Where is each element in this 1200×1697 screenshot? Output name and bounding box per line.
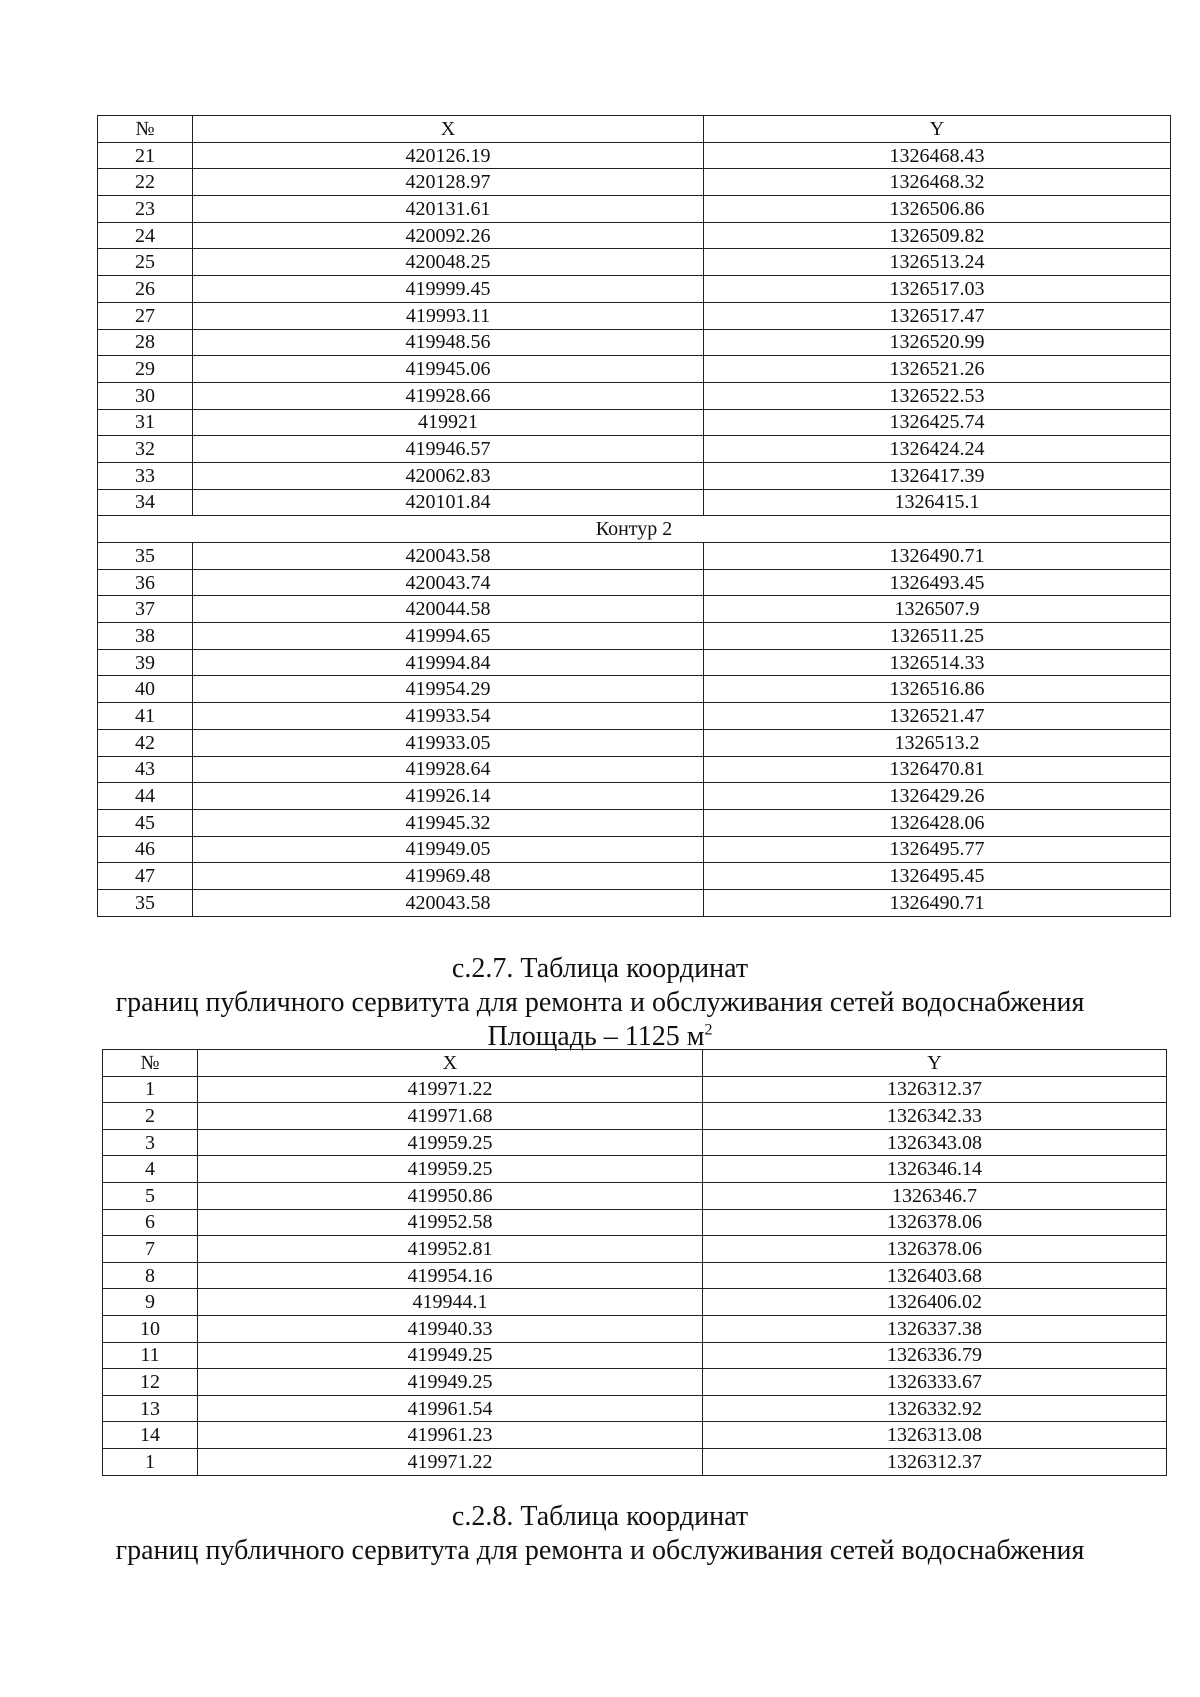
point-number: 30 <box>98 382 193 409</box>
coordinate-x: 420128.97 <box>193 169 704 196</box>
table-row <box>103 1289 1167 1316</box>
table-row <box>103 1236 1167 1263</box>
coordinate-y: 1326337.38 <box>703 1315 1167 1342</box>
coordinate-y: 1326495.45 <box>704 863 1171 890</box>
coordinate-y: 1326417.39 <box>704 462 1171 489</box>
table-row <box>98 756 1171 783</box>
coordinate-x: 419948.56 <box>193 329 704 356</box>
coordinate-x: 419933.05 <box>193 729 704 756</box>
coordinate-x: 420043.74 <box>193 569 704 596</box>
coordinate-x: 420092.26 <box>193 222 704 249</box>
coordinate-x: 419994.65 <box>193 623 704 650</box>
coordinate-x: 419952.81 <box>198 1236 703 1263</box>
table-row <box>103 1342 1167 1369</box>
coordinate-y: 1326346.7 <box>703 1182 1167 1209</box>
point-number: 41 <box>98 703 193 730</box>
coordinate-x: 419926.14 <box>193 783 704 810</box>
table-row <box>98 489 1171 516</box>
coordinate-y: 1326336.79 <box>703 1342 1167 1369</box>
table-row <box>98 623 1171 650</box>
coordinate-y: 1326429.26 <box>704 783 1171 810</box>
table-header-row <box>103 1050 1167 1077</box>
table-row <box>98 249 1171 276</box>
table-row <box>103 1315 1167 1342</box>
coordinate-y: 1326406.02 <box>703 1289 1167 1316</box>
coordinate-y: 1326495.77 <box>704 836 1171 863</box>
coordinate-y: 1326513.24 <box>704 249 1171 276</box>
coordinate-y: 1326468.32 <box>704 169 1171 196</box>
table-row <box>98 329 1171 356</box>
point-number: 4 <box>103 1156 198 1183</box>
table-row <box>98 276 1171 303</box>
point-number: 24 <box>98 222 193 249</box>
table-row <box>103 1076 1167 1103</box>
coordinate-x: 420043.58 <box>193 543 704 570</box>
coordinate-x: 419928.64 <box>193 756 704 783</box>
coordinate-x: 419945.32 <box>193 809 704 836</box>
point-number: 43 <box>98 756 193 783</box>
table-caption-2-7 <box>0 952 1200 1054</box>
point-number: 39 <box>98 649 193 676</box>
table-row <box>98 409 1171 436</box>
table-row <box>103 1262 1167 1289</box>
coordinate-y: 1326511.25 <box>704 623 1171 650</box>
point-number: 3 <box>103 1129 198 1156</box>
table-row <box>98 196 1171 223</box>
table-row <box>103 1448 1167 1475</box>
coordinate-y: 1326521.47 <box>704 703 1171 730</box>
point-number: 47 <box>98 863 193 890</box>
coordinate-y: 1326517.03 <box>704 276 1171 303</box>
coordinate-x: 420044.58 <box>193 596 704 623</box>
coordinate-y: 1326507.9 <box>704 596 1171 623</box>
point-number: 46 <box>98 836 193 863</box>
column-header-x: X <box>198 1050 703 1077</box>
column-header-number: № <box>98 116 193 143</box>
point-number: 2 <box>103 1103 198 1130</box>
caption-subtitle: границ публичного сервитута для ремонта и обслуживания сетей водоснабжения <box>115 1535 1085 1566</box>
point-number: 42 <box>98 729 193 756</box>
coordinate-x: 419954.29 <box>193 676 704 703</box>
coordinate-x: 419945.06 <box>193 356 704 383</box>
coordinate-y: 1326313.08 <box>703 1422 1167 1449</box>
coordinate-x: 420131.61 <box>193 196 704 223</box>
point-number: 34 <box>98 489 193 516</box>
coordinate-y: 1326428.06 <box>704 809 1171 836</box>
coordinate-x: 419959.25 <box>198 1156 703 1183</box>
point-number: 36 <box>98 569 193 596</box>
point-number: 45 <box>98 809 193 836</box>
section-row <box>98 516 1171 543</box>
coordinate-y: 1326490.71 <box>704 543 1171 570</box>
coordinate-y: 1326522.53 <box>704 382 1171 409</box>
point-number: 1 <box>103 1076 198 1103</box>
table-row <box>98 649 1171 676</box>
coordinate-x: 419949.25 <box>198 1369 703 1396</box>
column-header-y: Y <box>703 1050 1167 1077</box>
coordinate-x: 419993.11 <box>193 302 704 329</box>
column-header-number: № <box>103 1050 198 1077</box>
coordinate-x: 419971.68 <box>198 1103 703 1130</box>
table-row <box>103 1103 1167 1130</box>
coordinate-y: 1326333.67 <box>703 1369 1167 1396</box>
coordinate-y: 1326470.81 <box>704 756 1171 783</box>
point-number: 33 <box>98 462 193 489</box>
table-row <box>98 863 1171 890</box>
table-row <box>98 382 1171 409</box>
table-row <box>98 142 1171 169</box>
point-number: 29 <box>98 356 193 383</box>
coordinate-x: 419944.1 <box>198 1289 703 1316</box>
point-number: 35 <box>98 889 193 916</box>
column-header-x: X <box>193 116 704 143</box>
point-number: 11 <box>103 1342 198 1369</box>
coordinates-table-servitude <box>102 1049 1167 1476</box>
point-number: 23 <box>98 196 193 223</box>
point-number: 31 <box>98 409 193 436</box>
coordinate-y: 1326506.86 <box>704 196 1171 223</box>
coordinate-x: 420101.84 <box>193 489 704 516</box>
coordinate-y: 1326514.33 <box>704 649 1171 676</box>
coordinate-x: 419969.48 <box>193 863 704 890</box>
point-number: 26 <box>98 276 193 303</box>
point-number: 12 <box>103 1369 198 1396</box>
table-caption-2-8 <box>0 1500 1200 1568</box>
coordinate-x: 419999.45 <box>193 276 704 303</box>
point-number: 22 <box>98 169 193 196</box>
caption-title: с.2.8. Таблица координат <box>451 1501 749 1532</box>
coordinate-x: 420048.25 <box>193 249 704 276</box>
coordinate-x: 419959.25 <box>198 1129 703 1156</box>
point-number: 5 <box>103 1182 198 1209</box>
coordinate-y: 1326493.45 <box>704 569 1171 596</box>
coordinate-x: 419940.33 <box>198 1315 703 1342</box>
coordinate-y: 1326332.92 <box>703 1395 1167 1422</box>
coordinate-y: 1326346.14 <box>703 1156 1167 1183</box>
caption-subtitle: границ публичного сервитута для ремонта и обслуживания сетей водоснабжения <box>115 987 1085 1018</box>
point-number: 37 <box>98 596 193 623</box>
coordinate-x: 419946.57 <box>193 436 704 463</box>
table-row <box>103 1129 1167 1156</box>
point-number: 40 <box>98 676 193 703</box>
coordinate-y: 1326513.2 <box>704 729 1171 756</box>
point-number: 8 <box>103 1262 198 1289</box>
table-row <box>98 356 1171 383</box>
coordinate-y: 1326468.43 <box>704 142 1171 169</box>
coordinate-y: 1326516.86 <box>704 676 1171 703</box>
table-row <box>103 1369 1167 1396</box>
coordinate-y: 1326312.37 <box>703 1448 1167 1475</box>
table-row <box>98 222 1171 249</box>
coordinate-x: 419961.23 <box>198 1422 703 1449</box>
table-row <box>103 1395 1167 1422</box>
column-header-y: Y <box>704 116 1171 143</box>
contour-label: Контур 2 <box>98 516 1171 543</box>
point-number: 25 <box>98 249 193 276</box>
coordinate-x: 419994.84 <box>193 649 704 676</box>
coordinate-x: 419971.22 <box>198 1448 703 1475</box>
table-body-contour-2 <box>98 543 1171 917</box>
point-number: 1 <box>103 1448 198 1475</box>
table-row <box>98 889 1171 916</box>
table-row <box>98 462 1171 489</box>
table-row <box>103 1182 1167 1209</box>
table-row <box>103 1422 1167 1449</box>
area-value: Площадь – 1125 м <box>487 1021 705 1052</box>
coordinate-x: 419949.05 <box>193 836 704 863</box>
coordinates-table-contour <box>97 115 1171 917</box>
coordinate-y: 1326521.26 <box>704 356 1171 383</box>
table-row <box>98 836 1171 863</box>
table-row <box>98 169 1171 196</box>
coordinate-y: 1326378.06 <box>703 1236 1167 1263</box>
table-row <box>98 302 1171 329</box>
coordinate-x: 420043.58 <box>193 889 704 916</box>
coordinate-y: 1326520.99 <box>704 329 1171 356</box>
coordinate-y: 1326509.82 <box>704 222 1171 249</box>
coordinate-x: 419921 <box>193 409 704 436</box>
coordinate-y: 1326425.74 <box>704 409 1171 436</box>
coordinate-x: 419950.86 <box>198 1182 703 1209</box>
point-number: 10 <box>103 1315 198 1342</box>
coordinate-x: 419928.66 <box>193 382 704 409</box>
table-row <box>98 703 1171 730</box>
point-number: 9 <box>103 1289 198 1316</box>
coordinate-y: 1326517.47 <box>704 302 1171 329</box>
table-header-row <box>98 116 1171 143</box>
point-number: 6 <box>103 1209 198 1236</box>
table-row <box>98 809 1171 836</box>
table-row <box>98 543 1171 570</box>
point-number: 28 <box>98 329 193 356</box>
caption-title: с.2.7. Таблица координат <box>451 953 749 984</box>
table-row <box>98 436 1171 463</box>
coordinate-y: 1326490.71 <box>704 889 1171 916</box>
coordinate-y: 1326342.33 <box>703 1103 1167 1130</box>
point-number: 13 <box>103 1395 198 1422</box>
point-number: 27 <box>98 302 193 329</box>
coordinate-x: 419971.22 <box>198 1076 703 1103</box>
coordinate-x: 419949.25 <box>198 1342 703 1369</box>
coordinate-x: 420062.83 <box>193 462 704 489</box>
point-number: 38 <box>98 623 193 650</box>
coordinate-y: 1326424.24 <box>704 436 1171 463</box>
table-body <box>103 1076 1167 1475</box>
table-row <box>98 596 1171 623</box>
table-body-contour-1 <box>98 142 1171 516</box>
area-unit-exponent: 2 <box>704 1021 713 1039</box>
coordinate-y: 1326343.08 <box>703 1129 1167 1156</box>
point-number: 32 <box>98 436 193 463</box>
table-row <box>98 783 1171 810</box>
coordinate-y: 1326312.37 <box>703 1076 1167 1103</box>
coordinate-x: 420126.19 <box>193 142 704 169</box>
coordinate-y: 1326403.68 <box>703 1262 1167 1289</box>
point-number: 35 <box>98 543 193 570</box>
coordinate-y: 1326415.1 <box>704 489 1171 516</box>
point-number: 14 <box>103 1422 198 1449</box>
table-row <box>98 729 1171 756</box>
point-number: 7 <box>103 1236 198 1263</box>
point-number: 21 <box>98 142 193 169</box>
coordinate-x: 419952.58 <box>198 1209 703 1236</box>
coordinate-x: 419954.16 <box>198 1262 703 1289</box>
coordinate-y: 1326378.06 <box>703 1209 1167 1236</box>
coordinate-x: 419933.54 <box>193 703 704 730</box>
point-number: 44 <box>98 783 193 810</box>
table-row <box>98 676 1171 703</box>
table-row <box>103 1156 1167 1183</box>
table-row <box>98 569 1171 596</box>
coordinate-x: 419961.54 <box>198 1395 703 1422</box>
table-row <box>103 1209 1167 1236</box>
